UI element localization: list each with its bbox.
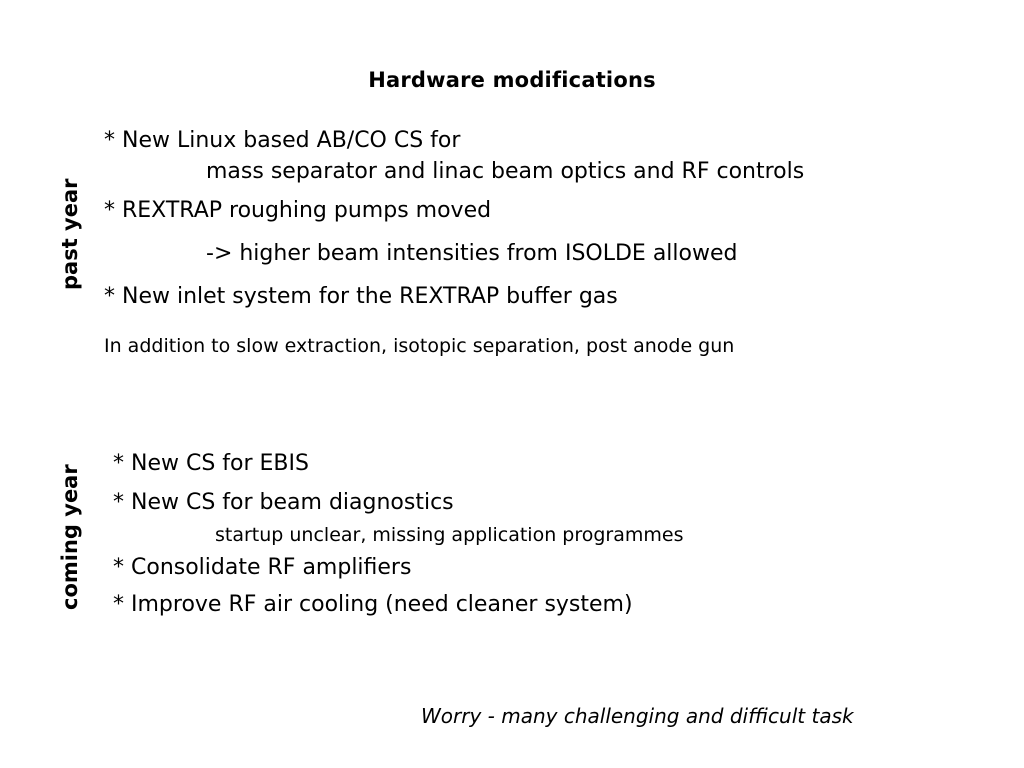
worry-note: Worry - many challenging and difficult task [421, 704, 854, 728]
past-item-rextrap-pumps-detail: -> higher beam intensities from ISOLDE allowed [206, 241, 738, 266]
past-item-linux-cs: * New Linux based AB/CO CS for [104, 128, 461, 153]
past-item-rextrap-pumps: * REXTRAP roughing pumps moved [104, 198, 492, 223]
past-item-linux-cs-detail: mass separator and linac beam optics and RF controls [206, 159, 805, 184]
coming-item-rf-cooling: * Improve RF air cooling (need cleaner system) [113, 592, 633, 617]
past-year-note: In addition to slow extraction, isotopic separation, post anode gun [104, 335, 735, 357]
past-year-label: past year [58, 178, 82, 290]
slide-title: Hardware modifications [368, 68, 656, 92]
coming-item-cs-diagnostics-detail: startup unclear, missing application programmes [215, 524, 684, 546]
coming-year-label: coming year [58, 464, 82, 610]
coming-item-rf-amplifiers: * Consolidate RF amplifiers [113, 555, 412, 580]
coming-item-cs-ebis: * New CS for EBIS [113, 451, 309, 476]
past-item-inlet-system: * New inlet system for the REXTRAP buffer gas [104, 284, 618, 309]
coming-item-cs-diagnostics: * New CS for beam diagnostics [113, 490, 454, 515]
